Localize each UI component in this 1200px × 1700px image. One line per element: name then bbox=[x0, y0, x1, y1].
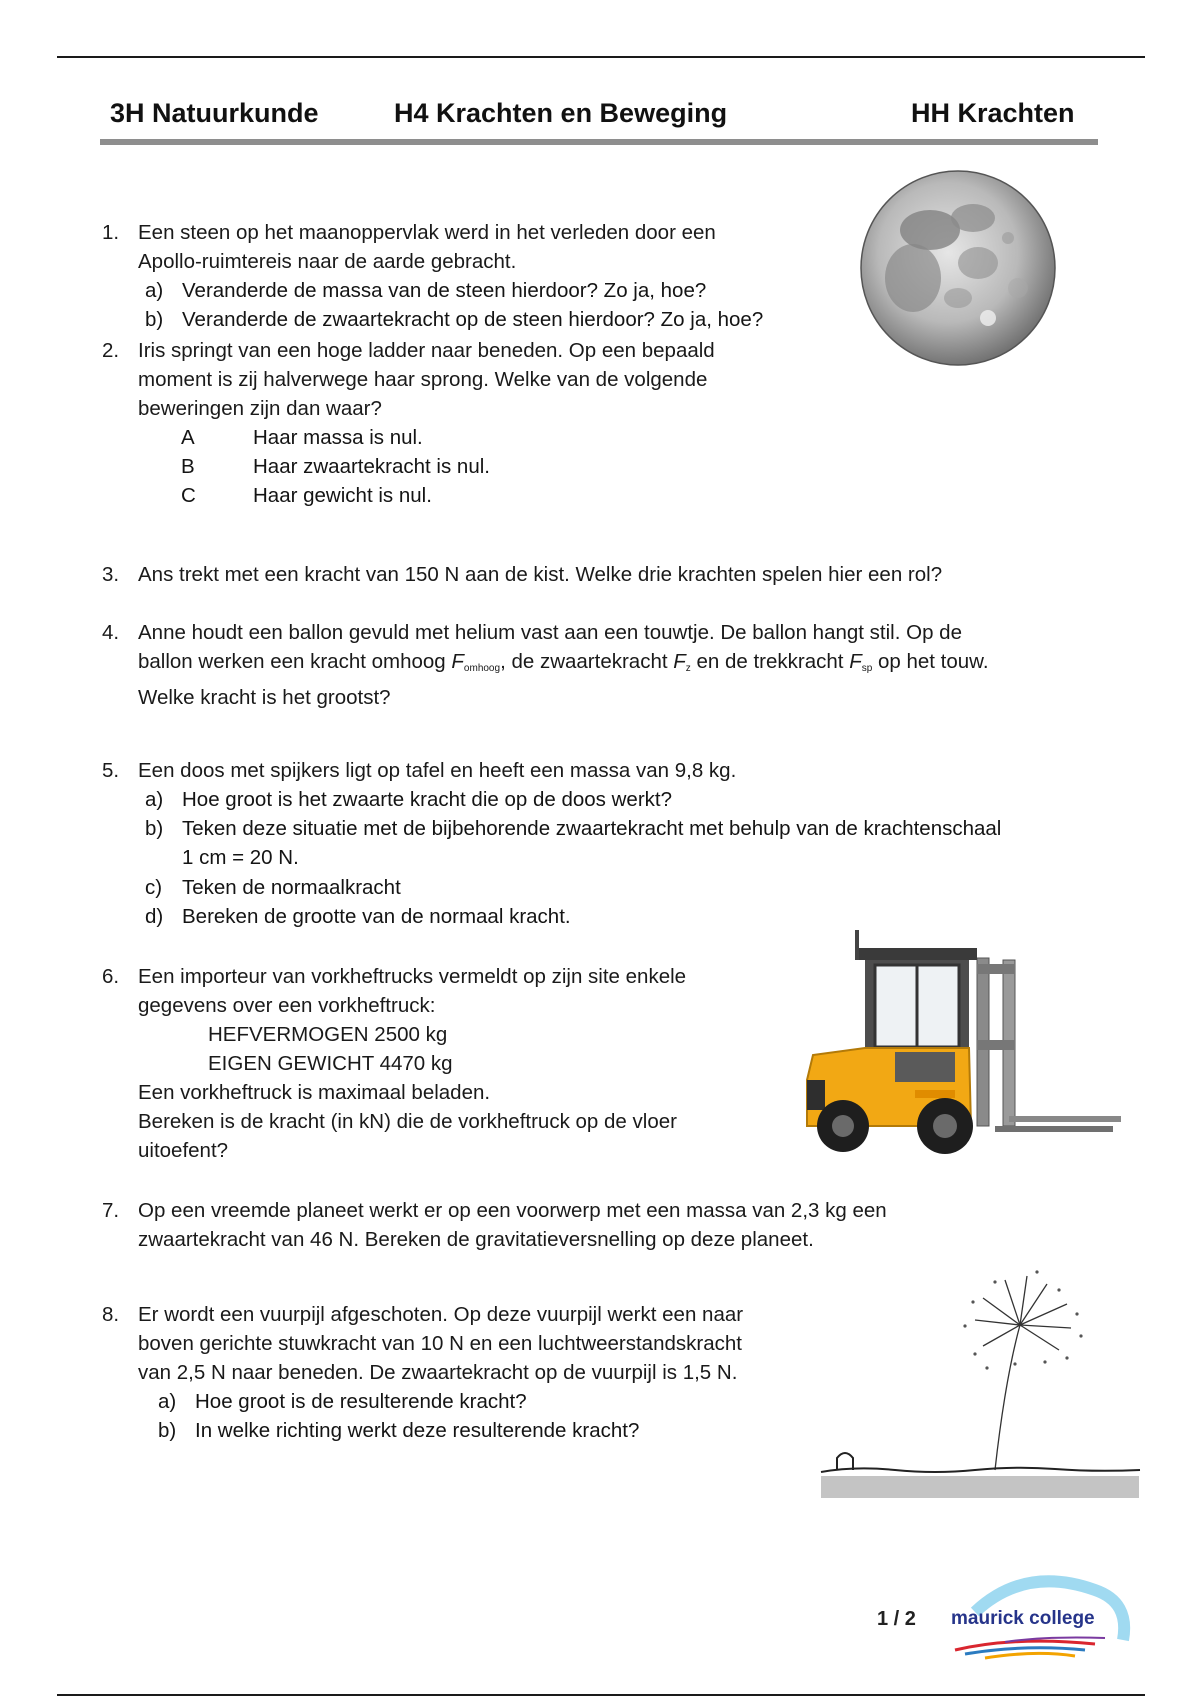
page-number: 1 / 2 bbox=[877, 1608, 916, 1630]
subquestion-label: c) bbox=[145, 876, 163, 899]
question-4 bbox=[102, 618, 989, 712]
question-6 bbox=[102, 962, 686, 1165]
question-text-line: boven gerichte stuwkracht van 10 N en een luchtweerstandskracht bbox=[138, 1332, 742, 1355]
question-number: 5. bbox=[102, 759, 120, 782]
header-rule bbox=[100, 139, 1098, 145]
subquestion-text: Veranderde de zwaartekracht op de steen hierdoor? Zo ja, hoe? bbox=[182, 308, 764, 331]
force-subscript: omhoog bbox=[463, 663, 501, 674]
header-chapter: H4 Krachten en Beweging bbox=[394, 98, 728, 128]
question-text-line: gegevens over een vorkheftruck: bbox=[138, 994, 436, 1017]
question-5d bbox=[145, 902, 571, 931]
subquestion-text: Bereken de grootte van de normaal kracht. bbox=[182, 905, 571, 928]
question-1 bbox=[102, 218, 716, 276]
question-text-line: Welke kracht is het grootst? bbox=[138, 686, 391, 709]
question-2 bbox=[102, 336, 715, 423]
question-number: 7. bbox=[102, 1199, 120, 1222]
question-3 bbox=[102, 560, 942, 589]
subquestion-text: In welke richting werkt deze resulterende kracht? bbox=[195, 1419, 640, 1442]
subquestion-label: a) bbox=[158, 1390, 177, 1413]
option-text: Haar gewicht is nul. bbox=[253, 484, 432, 507]
question-number: 6. bbox=[102, 965, 120, 988]
subquestion-label: b) bbox=[145, 817, 164, 840]
question-text-line: moment is zij halverwege haar sprong. Welke van de volgende bbox=[138, 368, 708, 391]
question-8 bbox=[102, 1300, 743, 1387]
question-text-line: Een vorkheftruck is maximaal beladen. bbox=[138, 1081, 491, 1104]
subquestion-text: Hoe groot is het zwaarte kracht die op de doos werkt? bbox=[182, 788, 672, 811]
question-text-line: Bereken is de kracht (in kN) die de vorkheftruck op de vloer bbox=[138, 1110, 677, 1133]
force-symbol: F bbox=[849, 650, 862, 673]
question-text-line: van 2,5 N naar beneden. De zwaartekracht op de vuurpijl is 1,5 N. bbox=[138, 1361, 738, 1384]
school-name: maurick college bbox=[951, 1608, 1095, 1629]
question-8b bbox=[158, 1416, 639, 1445]
option-letter: C bbox=[181, 484, 196, 507]
question-number: 4. bbox=[102, 621, 120, 644]
question-text-line: Iris springt van een hoge ladder naar beneden. Op een bepaald bbox=[138, 339, 715, 362]
force-symbol: F bbox=[451, 650, 464, 673]
question-number: 1. bbox=[102, 221, 120, 244]
option-letter: A bbox=[181, 426, 195, 449]
question-text-line: Ans trekt met een kracht van 150 N aan de kist. Welke drie krachten spelen hier een rol? bbox=[138, 563, 943, 586]
firework-image bbox=[815, 1270, 1145, 1502]
subquestion-text: Teken de normaalkracht bbox=[182, 876, 401, 899]
top-page-rule bbox=[57, 56, 1145, 58]
question-text-line: Op een vreemde planeet werkt er op een voorwerp met een massa van 2,3 kg een bbox=[138, 1199, 887, 1222]
subquestion-label: d) bbox=[145, 905, 164, 928]
question-text-line-forces: ballon werken een kracht omhoog Fomhoog, de zwaartekracht Fz en de trekkracht Fsp op het touw. bbox=[138, 650, 989, 674]
question-text-line: Apollo-ruimtereis naar de aarde gebracht. bbox=[138, 250, 517, 273]
question-1a bbox=[145, 276, 706, 305]
question-text-line: Anne houdt een ballon gevuld met helium vast aan een touwtje. De ballon hangt stil. Op de bbox=[138, 621, 962, 644]
question-number: 2. bbox=[102, 339, 120, 362]
bottom-page-rule bbox=[57, 1694, 1145, 1696]
question-text-line: Een steen op het maanoppervlak werd in het verleden door een bbox=[138, 221, 716, 244]
moon-image bbox=[858, 168, 1058, 368]
question-number: 3. bbox=[102, 563, 120, 586]
subquestion-text: 1 cm = 20 N. bbox=[182, 846, 299, 869]
subquestion-label: a) bbox=[145, 788, 164, 811]
subquestion-label: b) bbox=[145, 308, 164, 331]
subquestion-text: Teken deze situatie met de bijbehorende zwaartekracht met behulp van de krachtenschaal bbox=[182, 817, 1002, 840]
option-text: Haar massa is nul. bbox=[253, 426, 423, 449]
question-text-line: Een doos met spijkers ligt op tafel en heeft een massa van 9,8 kg. bbox=[138, 759, 737, 782]
subquestion-text: Hoe groot is de resulterende kracht? bbox=[195, 1390, 527, 1413]
option-text: Haar zwaartekracht is nul. bbox=[253, 455, 490, 478]
question-8a bbox=[158, 1387, 527, 1416]
subquestion-text: Veranderde de massa van de steen hierdoor? Zo ja, hoe? bbox=[182, 279, 707, 302]
question-number: 8. bbox=[102, 1303, 120, 1326]
question-5 bbox=[102, 756, 736, 785]
header-course: 3H Natuurkunde bbox=[110, 98, 319, 128]
spec-line: EIGEN GEWICHT 4470 kg bbox=[208, 1052, 453, 1075]
subquestion-label: b) bbox=[158, 1419, 177, 1442]
question-5c bbox=[145, 873, 401, 902]
question-text-line: zwaartekracht van 46 N. Bereken de gravitatieversnelling op deze planeet. bbox=[138, 1228, 814, 1251]
question-text-line: Er wordt een vuurpijl afgeschoten. Op deze vuurpijl werkt een naar bbox=[138, 1303, 744, 1326]
force-subscript: z bbox=[685, 663, 691, 674]
question-1b bbox=[145, 305, 763, 334]
option-letter: B bbox=[181, 455, 195, 478]
question-5b bbox=[145, 814, 1001, 872]
forklift-image bbox=[795, 930, 1125, 1160]
header-section: HH Krachten bbox=[911, 98, 1075, 128]
force-symbol: F bbox=[673, 650, 686, 673]
question-text-line: uitoefent? bbox=[138, 1139, 229, 1162]
force-subscript: sp bbox=[861, 663, 873, 674]
question-text-line: beweringen zijn dan waar? bbox=[138, 397, 382, 420]
spec-line: HEFVERMOGEN 2500 kg bbox=[208, 1023, 448, 1046]
subquestion-label: a) bbox=[145, 279, 164, 302]
question-7 bbox=[102, 1196, 887, 1254]
question-5a bbox=[145, 785, 672, 814]
question-text-line: Een importeur van vorkheftrucks vermeldt op zijn site enkele bbox=[138, 965, 687, 988]
